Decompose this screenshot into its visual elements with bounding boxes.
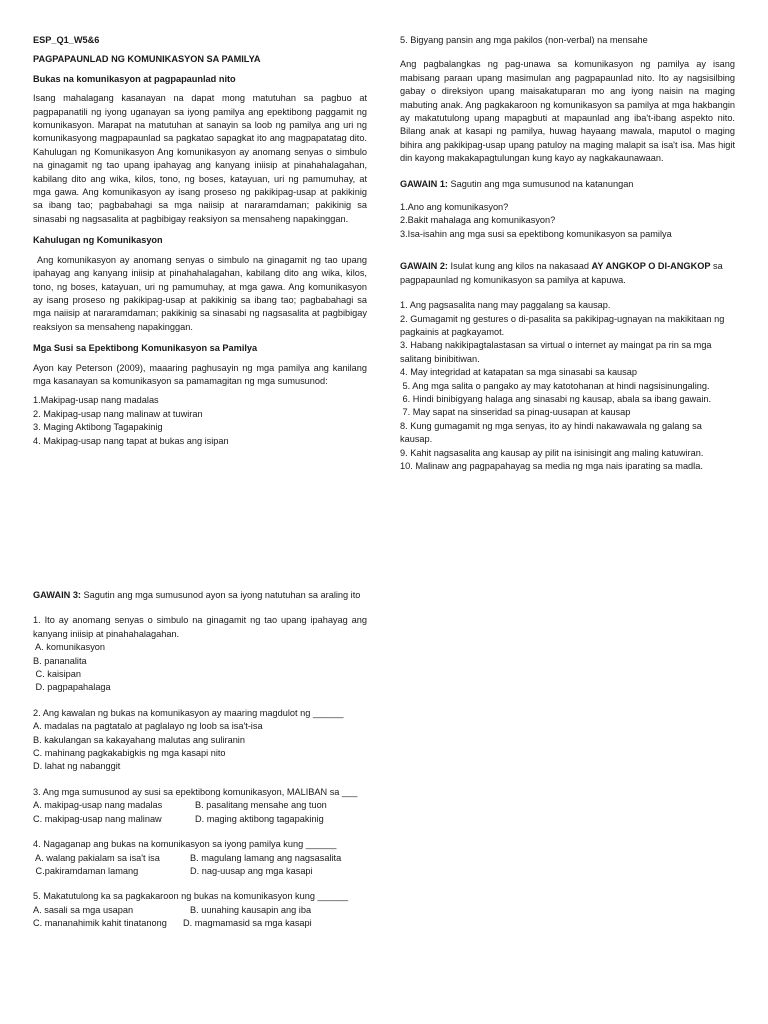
question-item: 1.Ano ang komunikasyon? [400,202,509,213]
question-4 [33,838,367,878]
question-2 [33,707,367,774]
choice-b: B. magulang lamang ang nagsasalita [190,852,342,863]
choice-d: D. maging aktibong tagapakinig [195,813,324,824]
section-heading-kahulugan: Kahulugan ng Komunikasyon [33,235,163,246]
list-item: 6. Hindi binibigyang halaga ang sinasabi ng kausap, abala sa ibang gawain. [400,393,712,404]
gawain3-instruction [33,589,367,602]
gawain2-text-a: Isulat kung ang kilos na nakasaad [450,261,589,272]
document-code: ESP_Q1_W5&6 [33,35,100,45]
question-item: 2.Bakit mahalaga ang komunikasyon? [400,215,556,226]
choice-row [33,799,367,812]
right-column-top [400,34,735,473]
gawain2-emphasis: AY ANGKOP O DI-ANGKOP [591,261,711,272]
list-item: 4. Makipag-usap nang tapat at bukas ang isipan [33,435,229,446]
section-body-bukas: Isang mahalagang kasanayan na dapat mong matutuhan sa pagbuo at pagpapanatili ng iyong uganayan sa iyong pamilya ang epektibong paggamit ng komunikasyon. Marapat na matutuhan at sanayin sa loob ng pamilya ang uri ng komunikasyong magpapaunlad sa pagkatao sapagkat ito ang magpapatatag dito. Kahulugan ng Komunikasyon Ang komunikasyon ay anomang senyas o simbulo na ginagamit ng tao upang ipahayag ang kanyang iniisip at pinahahalagahan, kabilang dito ang wika, kilos, tono, ng boses, katayuan, uri ng pamumuhay, at mga gawa. Ang komunikasyon ay isang proseso ng pakikipag-usap at pakikinig sa ibang tao; pagbabahagi sa mga naiisip at nararamdaman; pakikinig sa sinasabi ng nagsasalita at pagbibigay reaksiyon sa mensaheng napakinggan. [33,93,367,224]
choice-d: D. pagpapahalaga [33,682,111,693]
choice-a: A. walang pakialam sa isa't isa [33,852,160,863]
question-stem: 4. Nagaganap ang bukas na komunikasyon sa iyong pamilya kung ______ [33,839,337,850]
question-stem: 3. Ang mga sumusunod ay susi sa epektibong komunikasyon, MALIBAN sa ___ [33,786,358,797]
section-heading-susi: Mga Susi sa Epektibong Komunikasyon sa Pamilya [33,343,258,354]
choice-c: C. kaisipan [33,669,82,680]
gawain2-items [400,299,735,473]
choice-b: B. pasalitang mensahe ang tuon [195,800,327,811]
question-stem: 1. Ito ay anomang senyas o simbulo na ginagamit ng tao upang ipahayag ang kanyang iniisip at pinahahalagahan. [33,615,367,639]
list-item: 10. Malinaw ang pagpapahayag sa media ng mga nais iparating sa madla. [400,460,703,471]
question-item: 3.Isa-isahin ang mga susi sa epektibong komunikasyon sa pamilya [400,228,672,239]
gawain1-instruction [400,178,735,191]
gawain1-questions [400,201,735,241]
choice-c: C.pakiramdaman lamang [33,865,139,876]
gawain3-text: Sagutin ang mga sumusunod ayon sa iyong natutuhan sa araling ito [83,590,361,600]
list-item: 4. May integridad at katapatan sa mga sinasabi sa kausap [400,367,637,378]
list-item: 7. May sapat na sinseridad sa pinag-uusapan at kausap [400,407,631,418]
choice-row [33,865,367,878]
choice-c: C. makipag-usap nang malinaw [33,813,162,824]
list-item: 3. Maging Aktibong Tagapakinig [33,422,163,433]
choice-a: A. madalas na pagtatalo at paglalayo ng loob sa isa't-isa [33,721,263,732]
list-item: 2. Gumagamit ng gestures o di-pasalita sa pakikipag-ugnayan na makikitaan ng pagkainis at pagkayamot. [400,313,725,337]
list-item: 3. Habang nakikipagtalastasan sa virtual o internet ay maingat pa rin sa mga salitang binibitiwan. [400,340,712,364]
question-5 [33,890,367,930]
choice-a: A. makipag-usap nang madalas [33,800,163,811]
choice-b: B. kakulangan sa kakayahang malutas ang suliranin [33,734,245,745]
list-item: 1. Ang pagsasalita nang may paggalang sa kausap. [400,300,611,311]
gawain1-text: Sagutin ang mga sumusunod na katanungan [450,178,634,189]
choice-row [33,813,367,826]
choice-row [33,904,367,917]
question-stem: 5. Makatutulong ka sa pagkakaroon ng bukas na komunikasyon kung ______ [33,891,349,902]
choice-d: D. lahat ng nabanggit [33,761,121,772]
choice-a: A. sasali sa mga usapan [33,904,134,915]
gawain2-instruction [400,260,735,287]
gawain3-label: GAWAIN 3: [33,590,81,600]
choice-b: B. pananalita [33,655,87,666]
choice-d: D. nag-uusap ang mga kasapi [190,865,313,876]
susi-item-5: 5. Bigyang pansin ang mga pakilos (non-verbal) na mensahe [400,35,648,45]
list-item: 5. Ang mga salita o pangako ay may katotohanan at hindi nagsisinungaling. [400,380,710,391]
list-item: 1.Makipag-usap nang madalas [33,395,159,406]
list-item: 9. Kahit nagsasalita ang kausap ay pilit na isinisingit ang maling katuwiran. [400,447,704,458]
question-stem: 2. Ang kawalan ng bukas na komunikasyon ay maaring magdulot ng ______ [33,707,344,718]
section-body-susi: Ayon kay Peterson (2009), maaaring paghusayin ng mga pamilya ang kanilang mga kasanayan sa komunikasyon sa pamamagitan ng mga sumusunod: [33,362,367,386]
gawain1-label: GAWAIN 1: [400,178,448,189]
susi-list [33,394,367,448]
question-1 [33,614,367,694]
section-heading-bukas: Bukas na komunikasyon at pagpapaunlad nito [33,73,236,84]
pagbalangkas-paragraph: Ang pagbalangkas ng pag-unawa sa komunikasyon ng pamilya ay isang mabisang paraan upang masimulan ang pagpapaunlad nito. Ito ay nagsisilbing gabay o direksiyon upang maisakatuparan mo ang iyong naisin na maging mabuting anak. Ang pagkakaroon ng komunikasyon sa pamilya at mga hakbangin ay makatutulong upang mapagbuti at mapaunlad ang iba't-ibang aspekto nito. Bilang anak at kasapi ng pamilya, huwag hayaang mawala, maputol o maging bihira ang pakikipag-usap upang patuloy na maging malapit sa isa't isa. Mas higit din kayong makakapagtulungan kung kayo ay nagkakaunawaan. [400,59,735,164]
gawain2-label: GAWAIN 2: [400,261,448,272]
gawain3-section [33,589,367,931]
document-title: PAGPAPAUNLAD NG KOMUNIKASYON SA PAMILYA [33,54,261,65]
choice-row [33,917,367,930]
gawain2-text-b: sa pagpapaunlad ng komunikasyon sa pamilya at kapuwa. [400,261,723,285]
choice-c: C. mananahimik kahit tinatanong [33,918,167,929]
choice-c: C. mahinang pagkakabigkis ng mga kasapi nito [33,748,226,759]
left-column-top [33,34,367,448]
choice-d: D. magmamasid sa mga kasapi [183,918,312,929]
question-3 [33,786,367,826]
choice-b: B. uunahing kausapin ang iba [190,904,312,915]
list-item: 8. Kung gumagamit ng mga senyas, ito ay hindi nakawawala ng galang sa kausap. [400,420,702,445]
choice-a: A. komunikasyon [33,642,106,653]
choice-row [33,852,367,865]
section-body-kahulugan: Ang komunikasyon ay anomang senyas o simbulo na ginagamit ng tao upang ipahayag ang kanyang iniisip at pinahahalagahan, kabilang dito ang wika, kilos, tono, ng boses, katayuan, uri ng pamumuhay, at mga gawa. Ang komunikasyon ay isang proseso ng pakikipag-usap at pakikinig sa ibang tao; pagbabahagi sa mga naiisip at nararamdaman; pakikinig sa sinasabi ng nagsasalita at pagbibigay reaksiyon sa mensaheng napakinggan. [33,254,367,332]
list-item: 2. Makipag-usap nang malinaw at tuwiran [33,408,203,419]
